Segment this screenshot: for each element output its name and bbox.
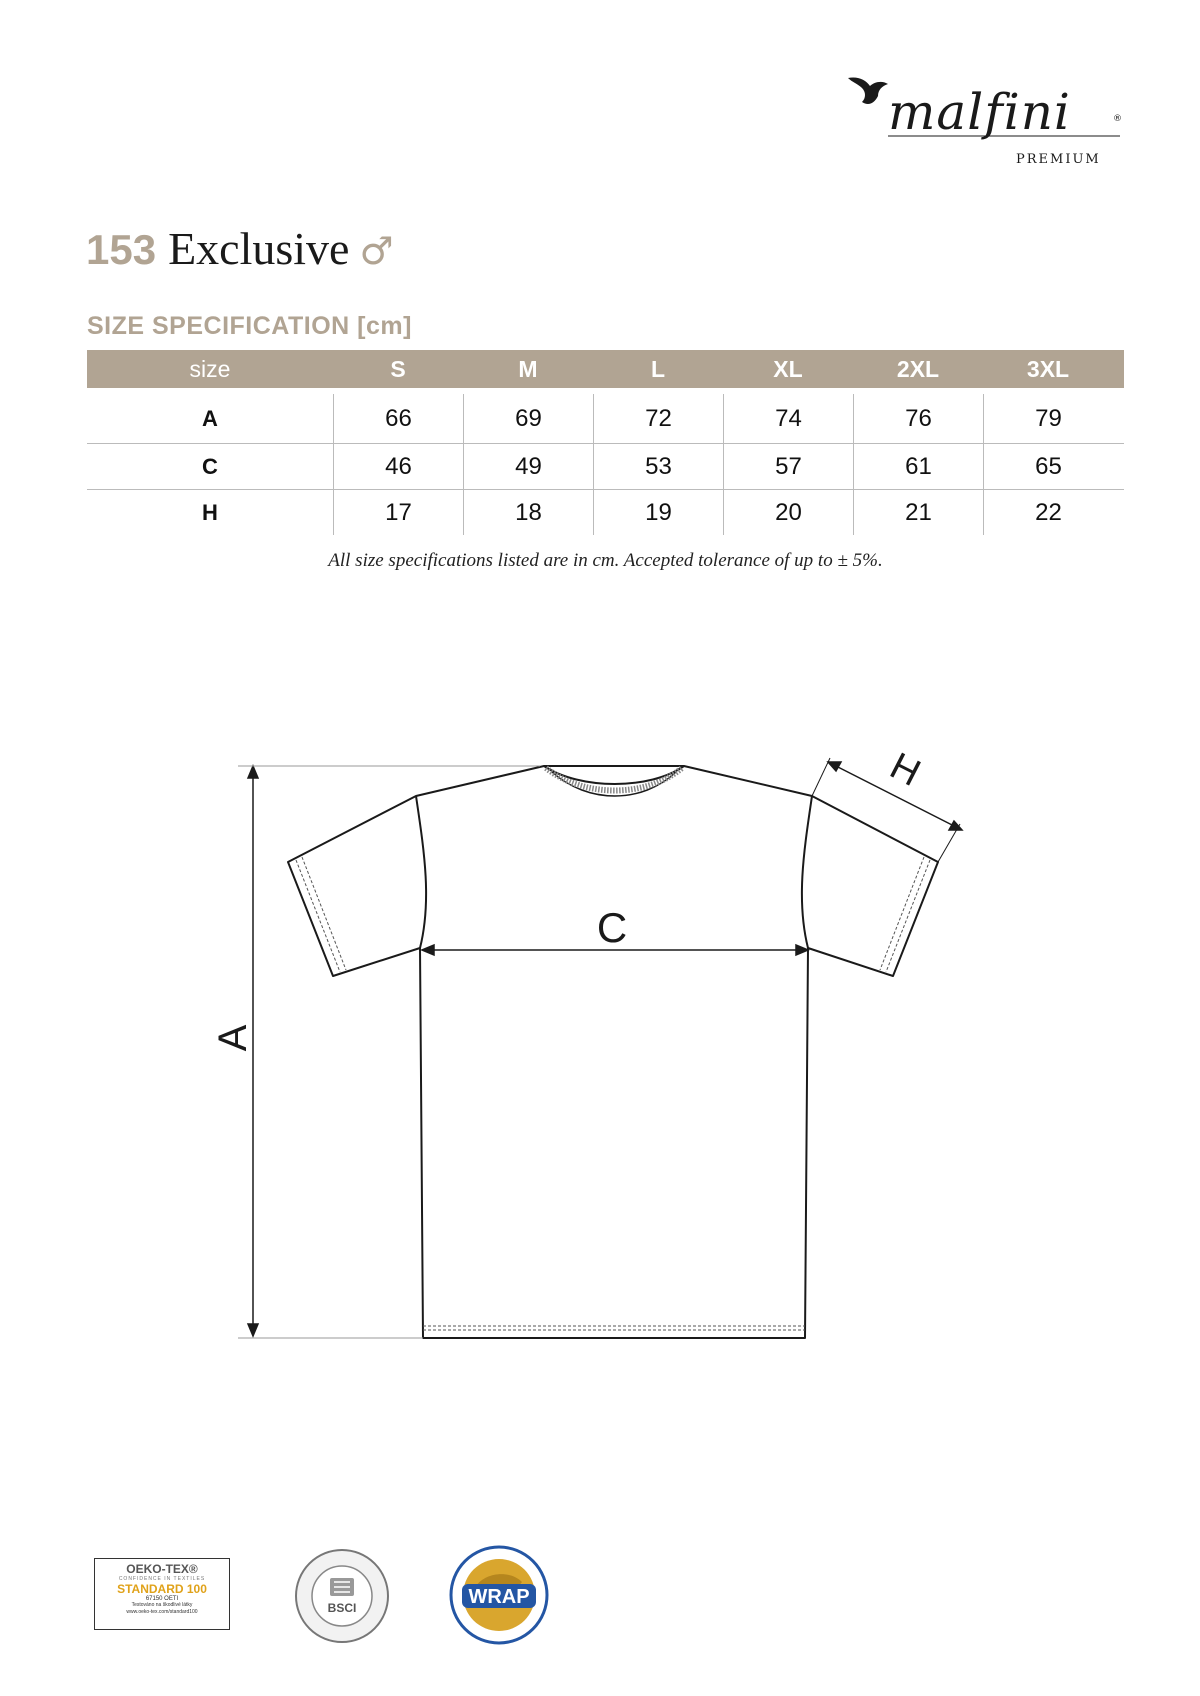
header-cell-l: L [650, 355, 666, 382]
row-label: C [202, 454, 218, 479]
table-cell: 57 [723, 444, 853, 489]
oeko-title: OEKO-TEX® [126, 1562, 198, 1576]
header-cell-m: M [518, 355, 538, 382]
row-label: A [202, 406, 218, 431]
table-cell: 79 [983, 394, 1113, 443]
table-cell: 61 [853, 444, 983, 489]
table-cell: 76 [853, 394, 983, 443]
tshirt-outline [288, 766, 938, 1338]
table-cell: 19 [593, 490, 723, 535]
male-symbol-icon: ♂ [359, 229, 394, 273]
size-table-header [87, 350, 1124, 388]
tshirt-diagram [0, 700, 1200, 1380]
table-row [87, 489, 1124, 535]
table-cell: 46 [333, 444, 463, 489]
table-cell: 65 [983, 444, 1113, 489]
wrap-label: WRAP [468, 1586, 530, 1608]
header-cell-2xl: 2XL [896, 355, 940, 382]
product-name: Exclusive [168, 223, 350, 274]
size-spec-heading: SIZE SPECIFICATION [cm] [87, 312, 412, 340]
table-cell: 74 [723, 394, 853, 443]
measure-c-label: C [596, 904, 628, 951]
logo-premium-label: PREMIUM [1016, 152, 1101, 167]
logo-registered-mark: ® [1113, 114, 1122, 124]
table-row [87, 394, 1124, 443]
oeko-tex-badge [94, 1558, 230, 1630]
oeko-standard: STANDARD 100 [117, 1582, 207, 1596]
table-cell: 22 [983, 490, 1113, 535]
logo-wordmark: malfini [888, 83, 1071, 141]
table-cell: 72 [593, 394, 723, 443]
measure-a-label: A [211, 1024, 255, 1052]
wrap-badge [446, 1542, 552, 1648]
table-cell: 17 [333, 490, 463, 535]
table-cell: 49 [463, 444, 593, 489]
header-cell-s: S [390, 355, 406, 382]
size-table [87, 350, 1124, 535]
oeko-tested: Testováno na škodlivé látky [131, 1602, 193, 1608]
table-cell: 53 [593, 444, 723, 489]
measure-h-label: H [883, 745, 927, 795]
table-cell: 69 [463, 394, 593, 443]
table-cell: 20 [723, 490, 853, 535]
table-cell: 18 [463, 490, 593, 535]
table-cell: 66 [333, 394, 463, 443]
oeko-url: www.oeko-tex.com/standard100 [126, 1609, 198, 1615]
measure-a [238, 766, 540, 1338]
bsci-badge [294, 1548, 390, 1644]
product-title [86, 222, 394, 278]
oeko-tagline: CONFIDENCE IN TEXTILES [118, 1576, 206, 1582]
oeko-code: 67150 OETI [145, 1596, 179, 1602]
header-cell-size: size [189, 355, 231, 382]
table-cell: 21 [853, 490, 983, 535]
header-cell-3xl: 3XL [1026, 355, 1070, 382]
row-label: H [202, 500, 218, 525]
malfini-logo [848, 74, 1124, 170]
tolerance-note: All size specifications listed are in cm. Accepted tolerance of up to ± 5%. [328, 550, 883, 571]
table-row [87, 443, 1124, 489]
header-cell-xl: XL [773, 355, 803, 382]
bsci-label: BSCI [327, 1601, 357, 1615]
product-number: 153 [86, 226, 157, 273]
